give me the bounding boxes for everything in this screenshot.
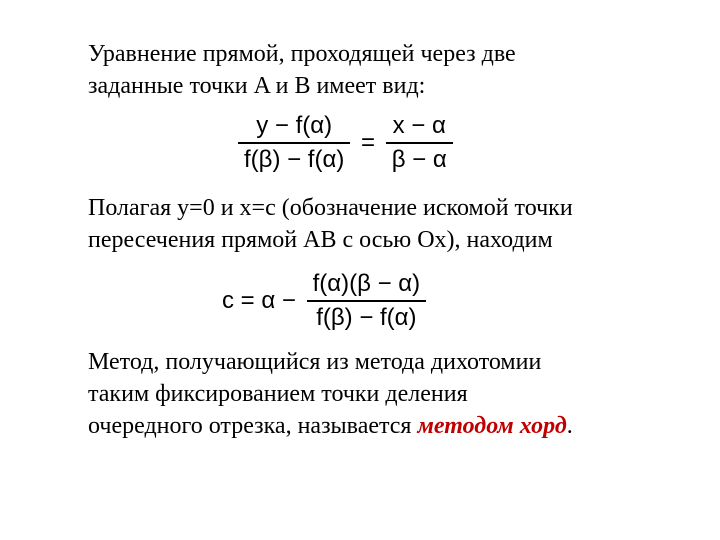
fraction-left [238, 112, 350, 174]
fraction-numerator: x − α [392, 112, 446, 139]
fraction [307, 270, 427, 332]
formula-line-through-two-points [238, 112, 453, 174]
text-line: заданные точки A и B имеет вид: [88, 73, 426, 99]
text-line: таким фиксированием точки деления [88, 381, 468, 407]
text-line: Метод, получающийся из метода дихотомии [88, 349, 542, 375]
fraction-denominator: β − α [391, 146, 447, 173]
formula-lhs: c = α − [222, 287, 296, 314]
fraction-numerator: y − f(α) [256, 112, 333, 139]
emphasis-method-name: методом хорд [417, 413, 567, 439]
text-line: Полагая y=0 и x=c (обозначение искомой точки [88, 195, 573, 221]
paragraph-setting-y-zero [88, 192, 573, 256]
formula-chord-point [218, 270, 426, 332]
fraction-denominator: f(β) − f(α) [244, 146, 345, 173]
text-line-end: . [566, 413, 573, 439]
fraction-numerator: f(α)(β − α) [312, 270, 421, 297]
paragraph-chord-method [88, 346, 573, 442]
fraction-right [386, 112, 453, 174]
text-line-start: очередного отрезка, называется [88, 413, 418, 439]
paragraph-line-equation-intro [88, 38, 516, 102]
text-line: пересечения прямой AB с осью Ox), находим [88, 227, 553, 253]
equals-sign: = [361, 129, 376, 156]
fraction-denominator: f(β) − f(α) [316, 304, 417, 331]
text-line: Уравнение прямой, проходящей через две [88, 41, 516, 67]
